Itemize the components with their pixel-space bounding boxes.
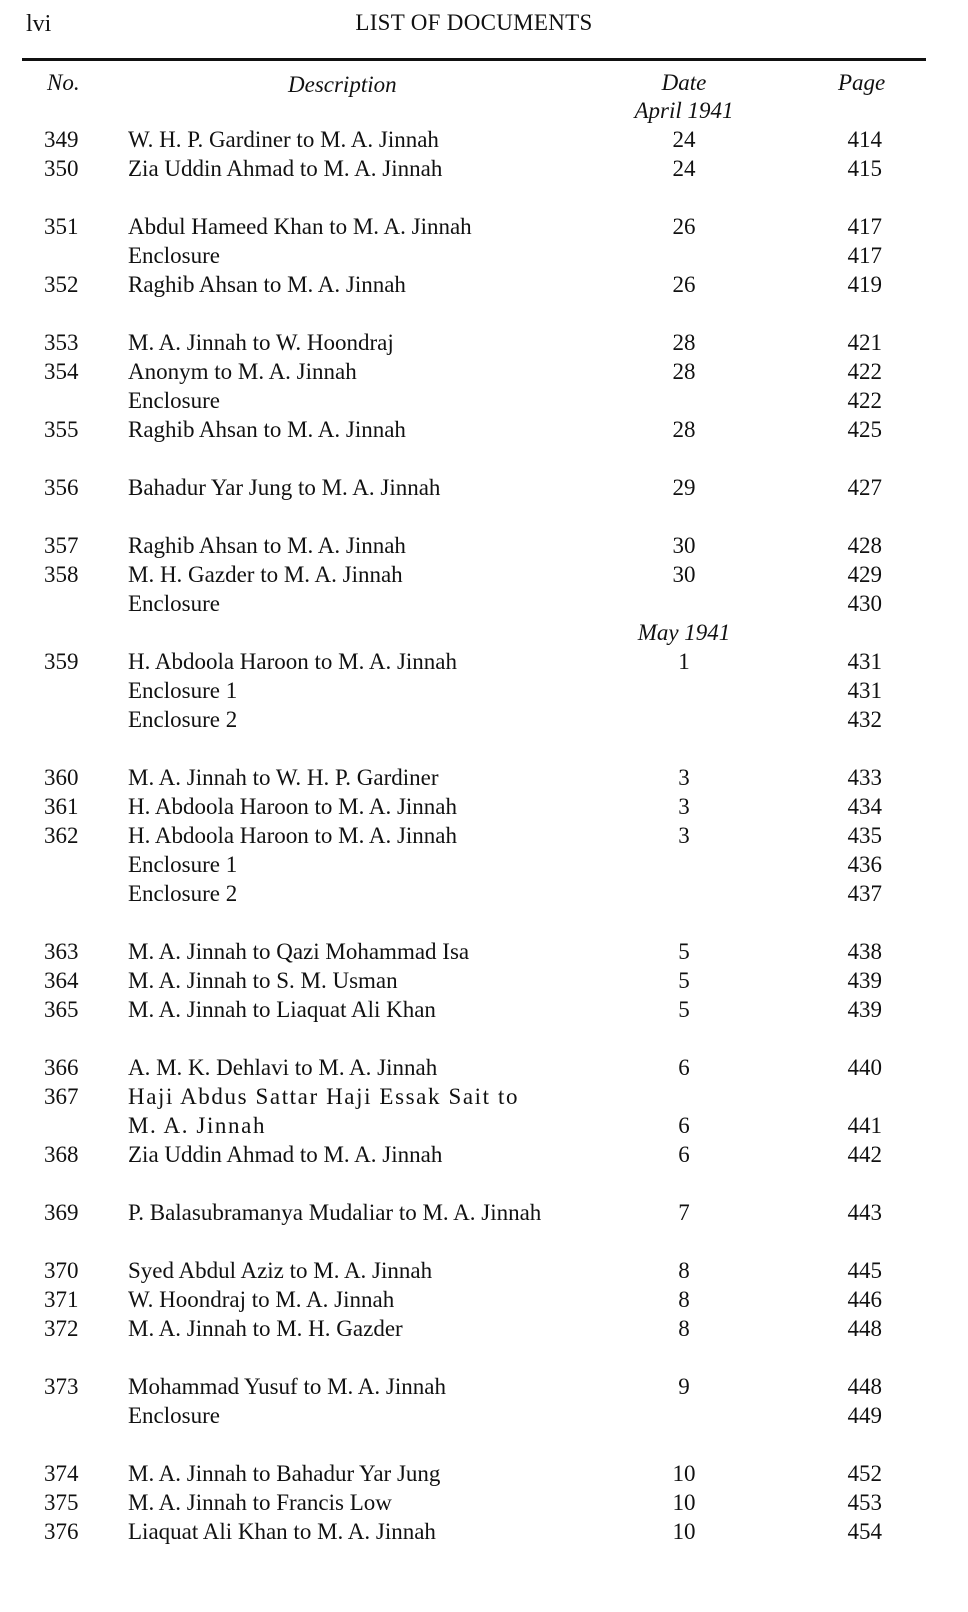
- document-date: 6: [678, 1055, 690, 1080]
- document-description: W. Hoondraj to M. A. Jinnah: [128, 1287, 395, 1312]
- document-page-ref: 440: [847, 1055, 882, 1080]
- document-description: Syed Abdul Aziz to M. A. Jinnah: [128, 1258, 433, 1283]
- document-page-ref: 439: [847, 968, 882, 993]
- document-date: 28: [672, 359, 696, 384]
- document-page-ref: 437: [847, 881, 882, 906]
- document-number: 365: [44, 997, 79, 1022]
- document-description: Enclosure: [128, 1403, 220, 1428]
- document-description: P. Balasubramanya Mudaliar to M. A. Jinnah: [128, 1200, 542, 1225]
- document-date: 7: [678, 1200, 690, 1225]
- document-number: 349: [44, 127, 79, 152]
- document-page-ref: 415: [847, 156, 882, 181]
- document-page-ref: 435: [847, 823, 882, 848]
- document-page-ref: 431: [847, 678, 882, 703]
- column-header-no: No.: [47, 70, 80, 95]
- document-description: Raghib Ahsan to M. A. Jinnah: [128, 272, 406, 297]
- document-number: 362: [44, 823, 79, 848]
- document-description: H. Abdoola Haroon to M. A. Jinnah: [128, 823, 458, 848]
- document-description: M. A. Jinnah to Bahadur Yar Jung: [128, 1461, 441, 1486]
- document-number: 351: [44, 214, 79, 239]
- document-page-ref: 431: [847, 649, 882, 674]
- document-date: 6: [678, 1113, 690, 1138]
- document-number: 363: [44, 939, 79, 964]
- document-date: 30: [672, 562, 696, 587]
- document-description: Mohammad Yusuf to M. A. Jinnah: [128, 1374, 446, 1399]
- document-description: H. Abdoola Haroon to M. A. Jinnah: [128, 649, 458, 674]
- document-date: 28: [672, 330, 696, 355]
- document-number: 369: [44, 1200, 79, 1225]
- document-date: 3: [678, 823, 690, 848]
- document-number: 374: [44, 1461, 79, 1486]
- document-page-ref: 429: [847, 562, 882, 587]
- document-number: 372: [44, 1316, 79, 1341]
- document-description: M. A. Jinnah to W. H. P. Gardiner: [128, 765, 439, 790]
- document-description: M. A. Jinnah to W. Hoondraj: [128, 330, 394, 355]
- document-description: Zia Uddin Ahmad to M. A. Jinnah: [128, 156, 443, 181]
- document-description: Anonym to M. A. Jinnah: [128, 359, 357, 384]
- document-date: 28: [672, 417, 696, 442]
- document-page-ref: 452: [847, 1461, 882, 1486]
- document-page-ref: 438: [847, 939, 882, 964]
- document-date: 5: [678, 968, 690, 993]
- document-number: 359: [44, 649, 79, 674]
- document-description: M. A. Jinnah to Francis Low: [128, 1490, 392, 1515]
- document-description: M. A. Jinnah to S. M. Usman: [128, 968, 398, 993]
- document-date: 5: [678, 997, 690, 1022]
- document-number: 368: [44, 1142, 79, 1167]
- document-page-ref: 449: [847, 1403, 882, 1428]
- document-page-ref: 419: [847, 272, 882, 297]
- document-number: 361: [44, 794, 79, 819]
- document-description: M. A. Jinnah to Qazi Mohammad Isa: [128, 939, 470, 964]
- document-number: 360: [44, 765, 79, 790]
- document-number: 356: [44, 475, 79, 500]
- document-date: 6: [678, 1142, 690, 1167]
- document-description: Zia Uddin Ahmad to M. A. Jinnah: [128, 1142, 443, 1167]
- document-page-ref: 421: [847, 330, 882, 355]
- document-date: 24: [672, 156, 696, 181]
- document-number: 376: [44, 1519, 79, 1544]
- document-date: 9: [678, 1374, 690, 1399]
- document-description: M. A. Jinnah: [128, 1113, 267, 1138]
- document-date: 8: [678, 1287, 690, 1312]
- document-number: 367: [44, 1084, 79, 1109]
- document-date: 30: [672, 533, 696, 558]
- document-date: 26: [672, 272, 696, 297]
- document-description: Enclosure 2: [128, 881, 238, 906]
- document-number: 353: [44, 330, 79, 355]
- document-date: 5: [678, 939, 690, 964]
- document-description: Abdul Hameed Khan to M. A. Jinnah: [128, 214, 472, 239]
- document-description: H. Abdoola Haroon to M. A. Jinnah: [128, 794, 458, 819]
- column-header-date: Date: [661, 70, 707, 95]
- document-description: Enclosure: [128, 591, 220, 616]
- document-page-ref: 443: [847, 1200, 882, 1225]
- document-description: M. A. Jinnah to M. H. Gazder: [128, 1316, 403, 1341]
- document-page-ref: 441: [847, 1113, 882, 1138]
- document-page-ref: 414: [847, 127, 882, 152]
- document-number: 355: [44, 417, 79, 442]
- document-description: Enclosure: [128, 388, 220, 413]
- document-page-ref: 428: [847, 533, 882, 558]
- document-page-ref: 446: [847, 1287, 882, 1312]
- document-page-ref: 432: [847, 707, 882, 732]
- document-page-ref: 448: [847, 1316, 882, 1341]
- document-number: 375: [44, 1490, 79, 1515]
- page-title: LIST OF DOCUMENTS: [355, 10, 593, 35]
- document-description: Haji Abdus Sattar Haji Essak Sait to: [128, 1084, 520, 1109]
- document-page-ref: 453: [847, 1490, 882, 1515]
- document-date: 3: [678, 765, 690, 790]
- document-page-ref: 417: [847, 214, 882, 239]
- month-subheading: April 1941: [634, 98, 734, 123]
- document-date: 8: [678, 1258, 690, 1283]
- document-page-ref: 439: [847, 997, 882, 1022]
- document-description: Raghib Ahsan to M. A. Jinnah: [128, 417, 406, 442]
- document-date: 3: [678, 794, 690, 819]
- document-date: 10: [672, 1519, 696, 1544]
- document-page-ref: 422: [847, 388, 882, 413]
- document-description: M. H. Gazder to M. A. Jinnah: [128, 562, 403, 587]
- document-page-ref: 422: [847, 359, 882, 384]
- page-number: lvi: [26, 11, 52, 37]
- document-number: 354: [44, 359, 79, 384]
- document-description: A. M. K. Dehlavi to M. A. Jinnah: [128, 1055, 438, 1080]
- document-date: 24: [672, 127, 696, 152]
- column-header-description: Description: [288, 72, 397, 97]
- document-number: 370: [44, 1258, 79, 1283]
- document-date: 10: [672, 1490, 696, 1515]
- header-rule: [22, 58, 926, 61]
- document-date: 29: [672, 475, 696, 500]
- document-number: 352: [44, 272, 79, 297]
- document-description: Liaquat Ali Khan to M. A. Jinnah: [128, 1519, 436, 1544]
- document-date: 10: [672, 1461, 696, 1486]
- document-page-ref: 454: [847, 1519, 882, 1544]
- column-header-page: Page: [838, 70, 886, 95]
- document-description: Enclosure 2: [128, 707, 238, 732]
- document-page-ref: 442: [847, 1142, 882, 1167]
- document-page-ref: 433: [847, 765, 882, 790]
- document-page-ref: 427: [847, 475, 882, 500]
- month-subheading: May 1941: [637, 620, 731, 645]
- document-number: 371: [44, 1287, 79, 1312]
- document-number: 366: [44, 1055, 79, 1080]
- document-page-ref: 430: [847, 591, 882, 616]
- document-description: M. A. Jinnah to Liaquat Ali Khan: [128, 997, 436, 1022]
- document-page-ref: 445: [847, 1258, 882, 1283]
- document-date: 1: [678, 649, 690, 674]
- document-date: 8: [678, 1316, 690, 1341]
- document-number: 373: [44, 1374, 79, 1399]
- document-number: 364: [44, 968, 79, 993]
- document-number: 358: [44, 562, 79, 587]
- document-page-ref: 425: [847, 417, 882, 442]
- document-number: 350: [44, 156, 79, 181]
- document-description: Raghib Ahsan to M. A. Jinnah: [128, 533, 406, 558]
- document-description: Bahadur Yar Jung to M. A. Jinnah: [128, 475, 441, 500]
- document-description: W. H. P. Gardiner to M. A. Jinnah: [128, 127, 439, 152]
- document-page-ref: 417: [847, 243, 882, 268]
- document-description: Enclosure: [128, 243, 220, 268]
- document-description: Enclosure 1: [128, 678, 238, 703]
- document-number: 357: [44, 533, 79, 558]
- document-date: 26: [672, 214, 696, 239]
- document-page-ref: 436: [847, 852, 882, 877]
- document-description: Enclosure 1: [128, 852, 238, 877]
- document-page-ref: 434: [847, 794, 882, 819]
- document-page-ref: 448: [847, 1374, 882, 1399]
